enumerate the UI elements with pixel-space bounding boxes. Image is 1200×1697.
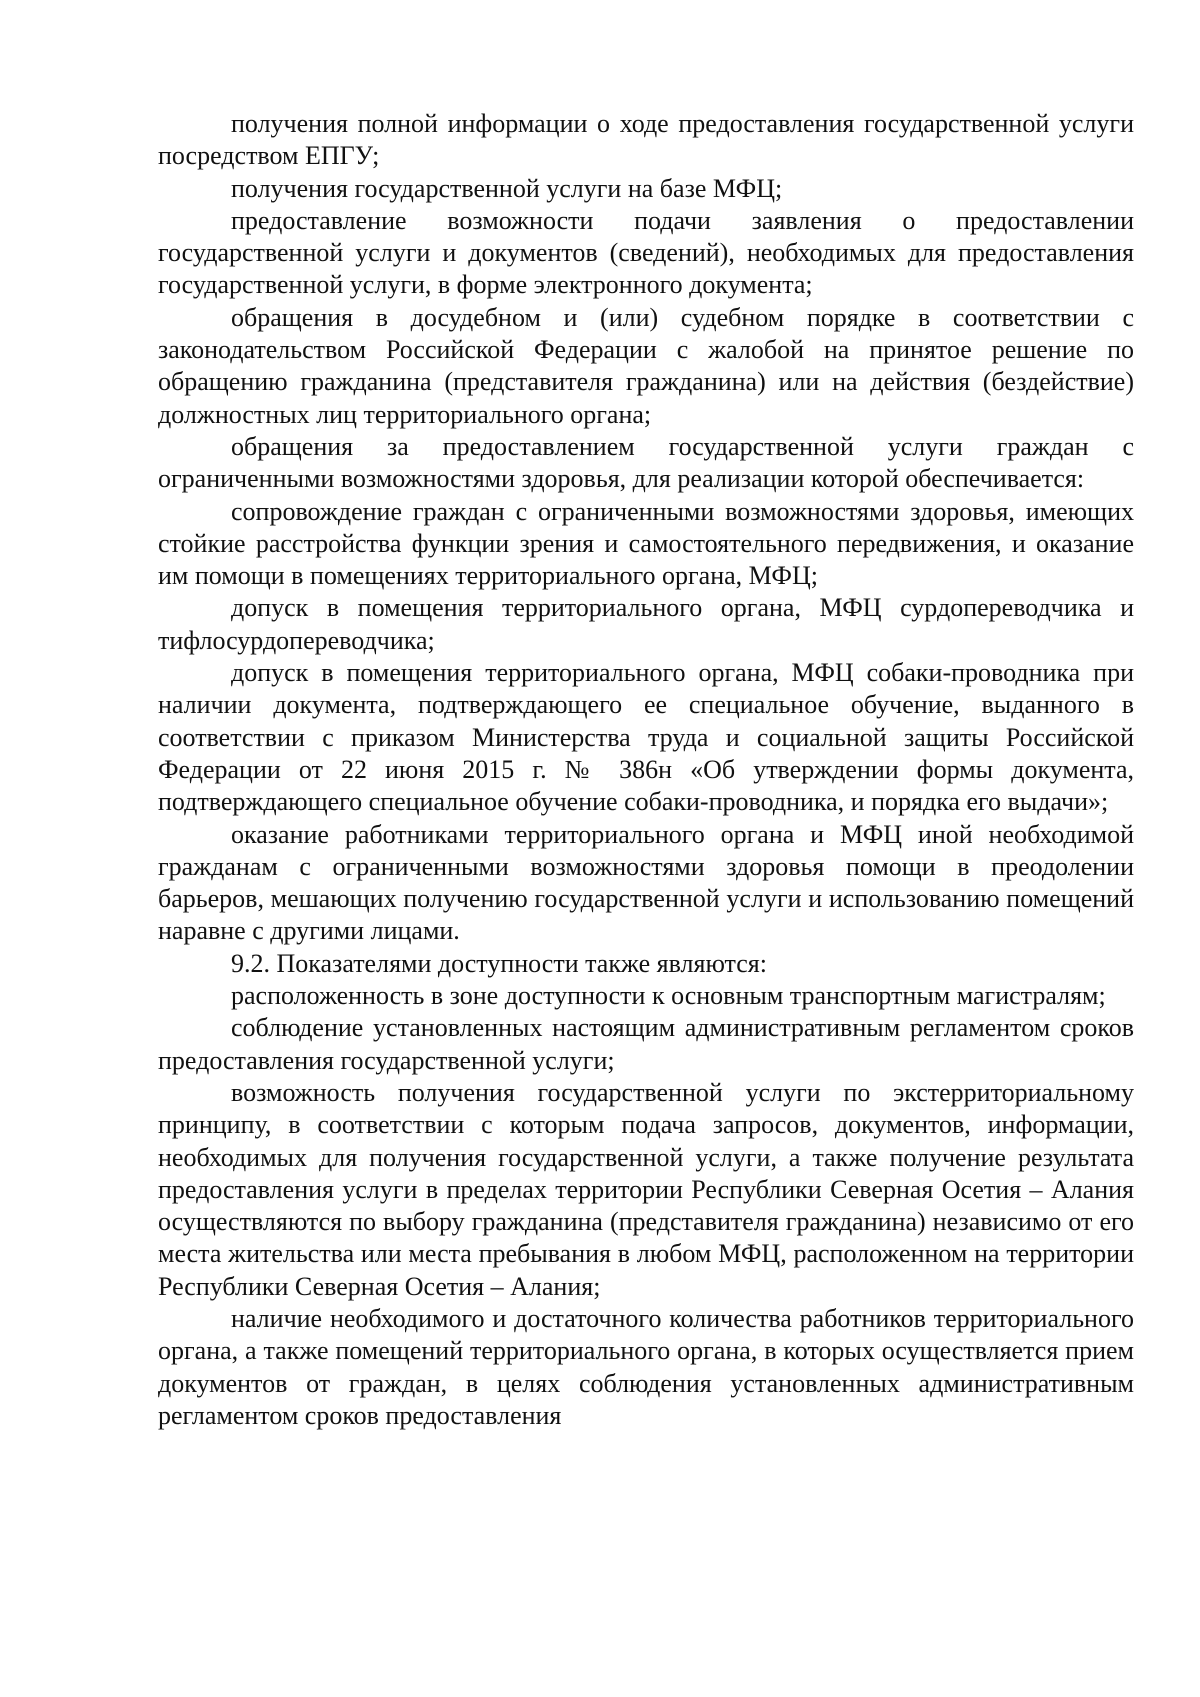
paragraph-disabled-access: обращения за предоставлением государственной услуги граждан с ограниченными возможностями здоровья, для реализации которой обеспечивается:: [158, 431, 1134, 494]
paragraph-staff: наличие необходимого и достаточного количества работников территориального органа, а также помещений территориального органа, в которых осуществляется прием документов от граждан, в целях соблюдения установленных административным регламентом сроков предоставления: [158, 1303, 1134, 1430]
paragraph-assistance: оказание работниками территориального органа и МФЦ иной необходимой гражданам с ограниченными возможностями здоровья помощи в преодолении барьеров, мешающих получению государственной услуги и использованию помещений наравне с другими лицами.: [158, 819, 1134, 946]
paragraph-epgu-info: получения полной информации о ходе предоставления государственной услуги посредством ЕПГУ;: [158, 109, 1134, 171]
paragraph-section-9-2: 9.2. Показателями доступности также являются:: [231, 948, 767, 978]
paragraph-transport: расположенность в зоне доступности к основным транспортным магистралям;: [231, 981, 1106, 1011]
paragraph-appeal: обращения в досудебном и (или) судебном порядке в соответствии с законодательством Российской Федерации с жалобой на принятое решение по обращению гражданина (представителя гражданина) или на действия (бездействие) должностных лиц территориального органа;: [158, 302, 1134, 429]
paragraph-electronic-application: предоставление возможности подачи заявления о предоставлении государственной услуги и документов (сведений), необходимых для предоставления государственной услуги, в форме электронного документа;: [158, 205, 1134, 300]
paragraph-sign-interpreter: допуск в помещения территориального органа, МФЦ сурдопереводчика и тифлосурдопереводчика;: [158, 593, 1134, 655]
document-page: [158, 108, 1134, 1432]
paragraph-deadlines: соблюдение установленных настоящим административным регламентом сроков предоставления государственной услуги;: [158, 1013, 1134, 1075]
paragraph-guide-dog: допуск в помещения территориального органа, МФЦ собаки-проводника при наличии документа, подтверждающего ее специальное обучение, выданного в соответствии с приказом Министерства труда и социальной защиты Российской Федерации от 22 июня 2015 г. № 386н «Об утверждении формы документа, подтверждающего специальное обучение собаки-проводника, и порядка его выдачи»;: [158, 658, 1134, 817]
paragraph-extraterritorial: возможность получения государственной услуги по экстерриториальному принципу, в соответствии с которым подача запросов, документов, информации, необходимых для получения государственной услуги, а также получение результата предоставления услуги в пределах территории Республики Северная Осетия – Алания осуществляются по выбору гражданина (представителя гражданина) независимо от его места жительства или места пребывания в любом МФЦ, расположенном на территории Республики Северная Осетия – Алания;: [158, 1077, 1134, 1301]
paragraph-escort: сопровождение граждан с ограниченными возможностями здоровья, имеющих стойкие расстройства функции зрения и самостоятельного передвижения, и оказание им помощи в помещениях территориального органа, МФЦ;: [158, 496, 1134, 591]
paragraph-mfc-service: получения государственной услуги на базе МФЦ;: [231, 173, 783, 203]
